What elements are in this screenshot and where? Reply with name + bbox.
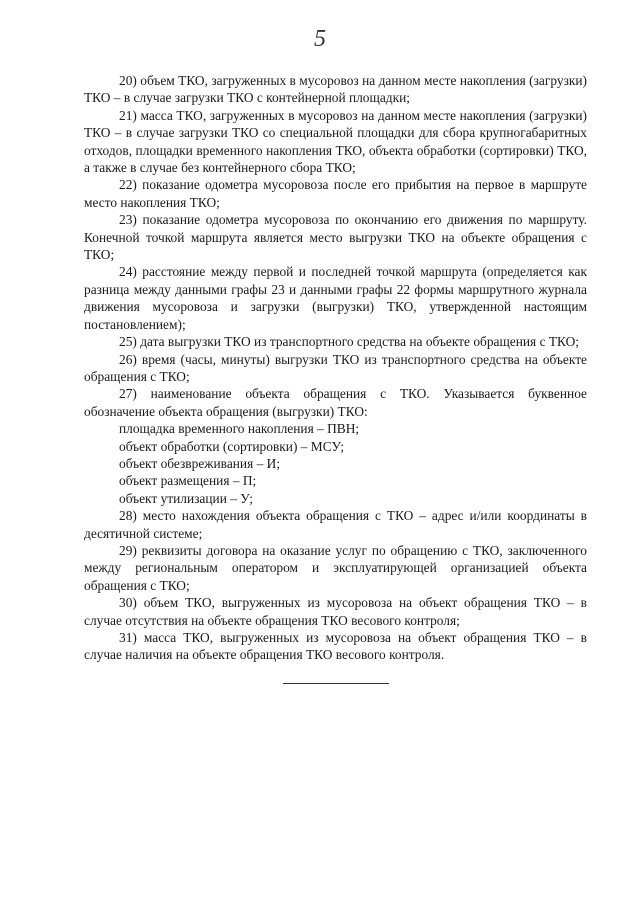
- object-type-u: объект утилизации – У;: [119, 490, 253, 506]
- object-type-msu: объект обработки (сортировки) – МСУ;: [119, 438, 345, 454]
- list-item-31: 31) масса ТКО, выгруженных из мусоровоза на объект обращения ТКО – в случае наличия на объекте обращения ТКО весового контроля.: [84, 630, 587, 663]
- page-number: 5: [314, 26, 326, 52]
- list-item-22: 22) показание одометра мусоровоза после его прибытия на первое в маршруте место накопления ТКО;: [84, 177, 587, 210]
- object-type-i: объект обезвреживания – И;: [119, 455, 281, 471]
- object-type-p: объект размещения – П;: [119, 473, 257, 489]
- list-item-21: 21) масса ТКО, загруженных в мусоровоз на данном месте накопления (загрузки) ТКО – в случае загрузки ТКО со специальной площадки для сбора крупногабаритных отходов, площадки временного накопления ТКО, объекта обработки (сортировки) ТКО, а также в случае без контейнерного сбора ТКО;: [84, 107, 587, 176]
- list-item-23: 23) показание одометра мусоровоза по окончанию его движения по маршруту. Конечной точкой маршрута является место выгрузки ТКО на объекте обращения с ТКО;: [84, 212, 587, 263]
- document-body: [84, 72, 587, 664]
- list-item-28: 28) место нахождения объекта обращения с ТКО – адрес и/или координаты в десятичной системе;: [84, 508, 587, 541]
- list-item-24: 24) расстояние между первой и последней точкой маршрута (определяется как разница между данными графы 23 и данными графы 22 формы маршрутного журнала движения мусоровоза и загрузки (выгрузки) ТКО, утвержденной настоящим постановлением);: [84, 264, 587, 332]
- list-item-30: 30) объем ТКО, выгруженных из мусоровоза на объект обращения ТКО – в случае отсутствия на объекте обращения ТКО весового контроля;: [84, 595, 587, 628]
- list-item-25: 25) дата выгрузки ТКО из транспортного средства на объекте обращения с ТКО;: [119, 334, 580, 350]
- object-type-pvn: площадка временного накопления – ПВН;: [119, 421, 360, 437]
- list-item-26: 26) время (часы, минуты) выгрузки ТКО из транспортного средства на объекте обращения с ТКО;: [84, 351, 587, 384]
- list-item-27: 27) наименование объекта обращения с ТКО. Указывается буквенное обозначение объекта обращения (выгрузки) ТКО:: [84, 386, 587, 419]
- end-divider: [283, 683, 389, 684]
- list-item-20: 20) объем ТКО, загруженных в мусоровоз на данном месте накопления (загрузки) ТКО – в случае загрузки ТКО с контейнерной площадки;: [84, 73, 587, 106]
- list-item-29: 29) реквизиты договора на оказание услуг по обращению с ТКО, заключенного между региональным оператором и эксплуатирующей организацией объекта обращения с ТКО;: [84, 542, 587, 593]
